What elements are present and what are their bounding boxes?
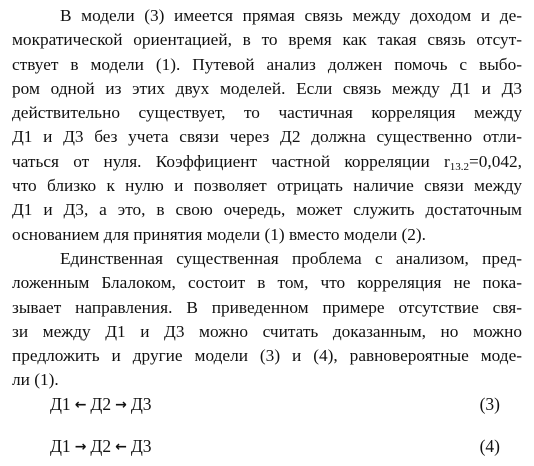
equation-4 xyxy=(50,434,500,458)
equation-expression xyxy=(50,434,152,459)
variable-d1: Д1 xyxy=(50,436,71,456)
text-line: Д1 и Д3, а это, в свою очередь, может служить достаточным xyxy=(12,200,522,220)
text-line: ли (1). xyxy=(12,370,59,390)
variable-d2: Д2 xyxy=(90,436,112,456)
arrow-right-icon: → xyxy=(74,439,87,455)
equation-number: (3) xyxy=(479,394,500,414)
page-text xyxy=(12,4,522,393)
equation-number: (4) xyxy=(479,436,500,456)
variable-d3: Д3 xyxy=(130,394,152,414)
arrow-right-icon: → xyxy=(115,397,127,413)
arrow-left-icon: ← xyxy=(115,439,127,455)
variable-d2: Д2 xyxy=(90,394,112,414)
text-line: мократической ориентацией, в то время как такая связь отсут- xyxy=(12,30,522,50)
text-line: ствует в модели (1). Путевой анализ должен помочь с выбо- xyxy=(12,54,522,74)
text-line: Единственная существенная проблема с анализом, пред- xyxy=(60,248,522,268)
coefficient-value: =0,042, xyxy=(469,151,522,171)
text-line: основанием для принятия модели (1) вместо модели (2). xyxy=(12,224,427,244)
arrow-left-icon: ← xyxy=(74,397,87,413)
text-line: предложить и другие модели (3) и (4), равновероятные моде- xyxy=(12,346,522,366)
text-line: ложенным Блалоком, состоит в том, что корреляция не пока- xyxy=(12,273,522,293)
equation-expression xyxy=(50,392,152,417)
variable-d3: Д3 xyxy=(130,436,152,456)
paragraph-1 xyxy=(12,4,522,247)
text-line: В модели (3) имеется прямая связь между доходом и де- xyxy=(60,6,522,25)
text-line: что близко к нулю и позволяет отрицать наличие связи между xyxy=(12,176,522,196)
text-line: Д1 и Д3 без учета связи через Д2 должна существенно отли- xyxy=(12,127,522,147)
text-line: зывает направления. В приведенном примере отсутствие свя- xyxy=(12,297,522,317)
text-line: зи между Д1 и Д3 можно считать доказанным, но можно xyxy=(12,321,522,341)
coefficient-text: чаться от нуля. Коэффициент частной корреляции r xyxy=(12,151,450,171)
paragraph-2 xyxy=(12,247,522,393)
coefficient-subscript: 13.2 xyxy=(449,160,470,173)
text-line: ром одной из этих двух моделей. Если связь между Д1 и Д3 xyxy=(12,78,522,98)
equation-3 xyxy=(50,392,500,416)
text-line: действительно существует, то частичная корреляция между xyxy=(12,103,522,123)
text-line-coefficient xyxy=(12,150,522,174)
variable-d1: Д1 xyxy=(50,394,71,414)
